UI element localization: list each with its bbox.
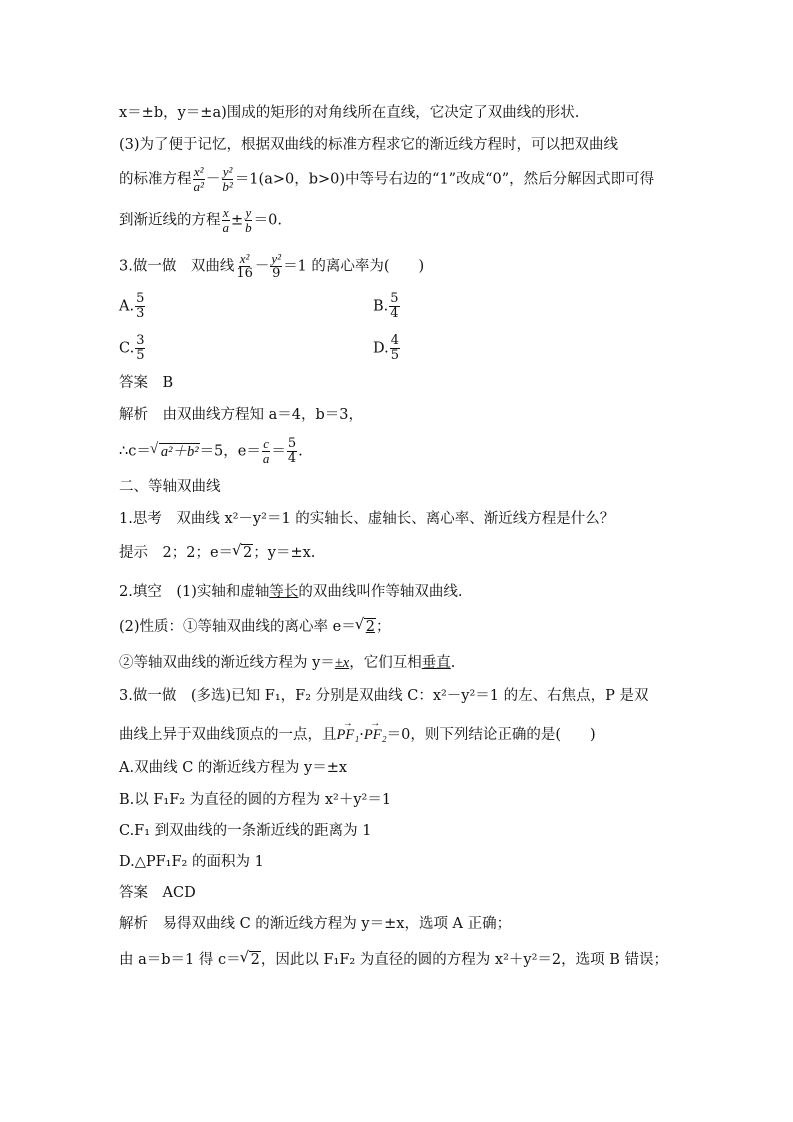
operator: － <box>254 258 270 275</box>
text-line <box>119 165 654 194</box>
text: ∴c＝ <box>119 443 151 460</box>
text: ； <box>375 619 391 635</box>
question-line <box>119 252 424 281</box>
option-a: A.双曲线 C 的渐近线方程为 y＝±x <box>119 760 348 776</box>
text: ＝ <box>271 443 286 460</box>
fraction <box>389 292 399 321</box>
text: 提示 2；2；e＝ <box>119 545 234 561</box>
denominator: 5 <box>390 348 399 363</box>
operator: ± <box>231 212 244 229</box>
fraction <box>262 437 271 466</box>
numerator: x² <box>193 164 204 179</box>
fraction <box>244 206 253 235</box>
denominator: b <box>245 220 252 235</box>
option-label: B. <box>373 298 389 315</box>
text: ②等轴双曲线的渐近线方程为 y＝ <box>119 655 335 671</box>
option-b: B.以 F₁F₂ 为直径的圆的方程为 x²＋y²＝1 <box>119 792 392 808</box>
text: . <box>450 655 456 671</box>
fraction <box>135 334 145 363</box>
fraction <box>287 437 297 466</box>
text: ＝5，e＝ <box>199 443 261 460</box>
sqrt-expression: √ 2 <box>364 618 376 635</box>
text-line: x＝±b，y＝±a)围成的矩形的对角线所在直线，它决定了双曲线的形状. <box>119 105 580 121</box>
answer-line: 答案 B <box>119 375 174 391</box>
text: 3.做一做 双曲线 <box>119 258 235 275</box>
numerator: x <box>222 205 229 220</box>
numerator: 5 <box>287 436 297 451</box>
denominator: 4 <box>287 451 297 466</box>
question-line <box>119 725 596 745</box>
text: ，它们互相 <box>349 655 422 671</box>
operator: · <box>359 727 364 743</box>
denominator: b² <box>222 179 233 194</box>
solution-line: 解析 由双曲线方程知 a＝4，b＝3， <box>119 407 363 423</box>
numerator: y² <box>222 164 233 179</box>
text-line <box>119 206 282 235</box>
sqrt-expression: √ 2 <box>241 544 253 561</box>
answer-line: 答案 ACD <box>119 885 196 901</box>
denominator: 9 <box>272 266 281 281</box>
fraction <box>135 292 145 321</box>
numerator: 5 <box>136 291 145 306</box>
denominator: 4 <box>390 306 399 321</box>
solution-line <box>119 437 303 466</box>
numerator: y² <box>271 251 282 266</box>
text: ＝1 的离心率为( ) <box>283 258 425 275</box>
solution-line: 解析 易得双曲线 C 的渐近线方程为 y＝±x，选项 A 正确； <box>119 916 512 932</box>
numerator: c <box>263 436 270 451</box>
fraction <box>390 334 400 363</box>
text-line: (3)为了便于记忆，根据双曲线的标准方程求它的渐近线方程时，可以把双曲线 <box>119 137 619 153</box>
fraction <box>222 206 231 235</box>
option-label: A. <box>119 298 135 315</box>
property-line <box>119 653 455 673</box>
question-line: 3.做一做 (多选)已知 F₁，F₂ 分别是双曲线 C：x²－y²＝1 的左、右焦点，P 是双 <box>119 688 649 704</box>
property-line <box>119 617 390 637</box>
vector: → PF₂ <box>364 725 387 745</box>
think-line: 1.思考 双曲线 x²－y²＝1 的实轴长、虚轴长、离心率、渐近线方程是什么？ <box>119 511 615 527</box>
fraction <box>270 252 282 281</box>
denominator: 5 <box>136 348 145 363</box>
text: ＝0，则下列结论正确的是( ) <box>386 727 596 743</box>
denominator: 16 <box>236 266 253 281</box>
text: ＝1(a>0，b>0)中等号右边的“1”改成“0”，然后分解因式即可得 <box>234 171 655 188</box>
text: (2)性质：①等轴双曲线的离心率 e＝ <box>119 619 356 635</box>
option-c: C.F₁ 到双曲线的一条渐近线的距离为 1 <box>119 823 372 839</box>
sqrt-expression: √ 2 <box>249 951 261 968</box>
text: . <box>298 443 303 460</box>
fraction <box>193 165 205 194</box>
fraction <box>221 165 233 194</box>
option-label: C. <box>119 340 135 357</box>
underlined-answer: 等长 <box>269 584 299 600</box>
solution-line <box>119 950 668 970</box>
underlined-answer: ±x <box>334 655 350 671</box>
option-label: D. <box>373 340 389 357</box>
numerator: y <box>245 205 252 220</box>
option-a <box>119 292 146 321</box>
numerator: 3 <box>136 333 145 348</box>
text: 由 a＝b＝1 得 c＝ <box>119 952 241 968</box>
text: ；y＝±x. <box>253 545 316 561</box>
text: 2.填空 (1)实轴和虚轴 <box>119 584 270 600</box>
hint-line <box>119 543 315 563</box>
numerator: x² <box>239 251 250 266</box>
numerator: 4 <box>390 333 399 348</box>
denominator: a <box>262 451 270 466</box>
option-d: D.△PF₁F₂ 的面积为 1 <box>119 854 264 870</box>
sqrt-expression: √ a²＋b² <box>159 443 200 460</box>
denominator: a² <box>193 179 204 194</box>
text: 曲线上异于双曲线顶点的一点，且 <box>119 727 337 743</box>
fraction <box>235 252 254 281</box>
section-heading: 二、等轴双曲线 <box>119 479 221 495</box>
denominator: a <box>222 220 229 235</box>
numerator: 5 <box>390 291 399 306</box>
text: ＝0. <box>253 212 282 229</box>
text: 的双曲线叫作等轴双曲线. <box>298 584 463 600</box>
operator: － <box>205 171 221 188</box>
text: ，因此以 F₁F₂ 为直径的圆的方程为 x²＋y²＝2，选项 B 错误； <box>260 952 669 968</box>
option-c <box>119 334 146 363</box>
fill-line <box>119 582 462 602</box>
text: 的标准方程 <box>119 171 192 188</box>
option-b <box>373 292 401 321</box>
denominator: 3 <box>136 306 145 321</box>
text: 到渐近线的方程 <box>119 212 221 229</box>
option-d <box>373 334 401 363</box>
underlined-answer: 垂直 <box>421 655 451 671</box>
vector: → PF₁ <box>337 725 360 745</box>
